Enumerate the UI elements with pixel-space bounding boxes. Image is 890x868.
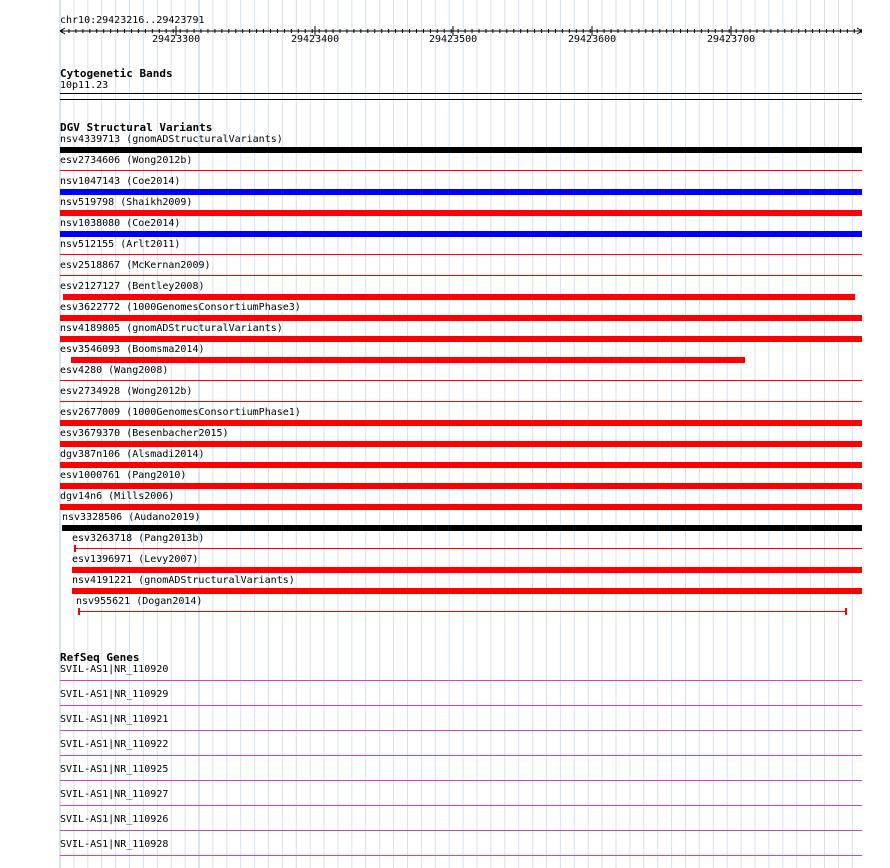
variant-label[interactable]: esv2734606 (Wong2012b)	[60, 155, 193, 166]
gene-label[interactable]: SVIL-AS1|NR_110929	[60, 689, 169, 700]
variant-feature-bar[interactable]	[60, 420, 862, 426]
gene-label[interactable]: SVIL-AS1|NR_110928	[60, 839, 169, 850]
ruler-tick-label: 29423500	[429, 34, 478, 45]
variant-feature-line[interactable]	[78, 611, 845, 612]
variant-feature-bar[interactable]	[60, 504, 862, 510]
cytoband-label[interactable]: 10p11.23	[60, 80, 109, 91]
variant-feature-bar[interactable]	[60, 336, 862, 342]
variant-feature-line[interactable]	[60, 275, 862, 276]
refseq-track-title: RefSeq Genes	[60, 651, 140, 664]
gene-feature-line[interactable]	[60, 705, 862, 706]
cytoband-track-title: Cytogenetic Bands	[60, 67, 173, 80]
ruler-tick-label: 29423700	[707, 34, 756, 45]
gene-label[interactable]: SVIL-AS1|NR_110926	[60, 814, 169, 825]
variant-feature-bar[interactable]	[71, 357, 745, 363]
variant-label[interactable]: nsv3328506 (Audano2019)	[62, 512, 201, 523]
cytoband-line	[60, 99, 862, 100]
variant-feature-bar[interactable]	[60, 210, 862, 216]
variant-label[interactable]: dgv387n106 (Alsmadi2014)	[60, 449, 205, 460]
gene-label[interactable]: SVIL-AS1|NR_110922	[60, 739, 169, 750]
variant-label[interactable]: esv1000761 (Pang2010)	[60, 470, 187, 481]
variant-label[interactable]: nsv1038080 (Coe2014)	[60, 218, 181, 229]
variant-label[interactable]: esv3263718 (Pang2013b)	[72, 533, 205, 544]
cytoband-line	[60, 93, 862, 94]
variant-feature-line[interactable]	[74, 548, 862, 549]
variant-label[interactable]: esv3679370 (Besenbacher2015)	[60, 428, 229, 439]
coordinate-ruler[interactable]	[0, 0, 890, 60]
variant-feature-line[interactable]	[60, 254, 862, 255]
position-label: chr10:29423216..29423791	[60, 15, 205, 26]
variant-label[interactable]: esv2677009 (1000GenomesConsortiumPhase1)	[60, 407, 301, 418]
variant-feature-line[interactable]	[60, 170, 862, 171]
gene-label[interactable]: SVIL-AS1|NR_110925	[60, 764, 169, 775]
dgv-track-title: DGV Structural Variants	[60, 121, 213, 134]
variant-feature-line[interactable]	[60, 401, 862, 402]
gene-label[interactable]: SVIL-AS1|NR_110921	[60, 714, 169, 725]
variant-label[interactable]: nsv1047143 (Coe2014)	[60, 176, 181, 187]
variant-feature-bar[interactable]	[63, 294, 855, 300]
variant-label[interactable]: esv3622772 (1000GenomesConsortiumPhase3)	[60, 302, 301, 313]
gene-label[interactable]: SVIL-AS1|NR_110920	[60, 664, 169, 675]
variant-feature-bar[interactable]	[60, 462, 862, 468]
variant-label[interactable]: nsv512155 (Arlt2011)	[60, 239, 181, 250]
variant-feature-bar[interactable]	[72, 588, 862, 594]
variant-label[interactable]: nsv955621 (Dogan2014)	[76, 596, 203, 607]
variant-label[interactable]: nsv4191221 (gnomADStructuralVariants)	[72, 575, 295, 586]
variant-label[interactable]: esv1396971 (Levy2007)	[72, 554, 199, 565]
variant-label[interactable]: dgv14n6 (Mills2006)	[60, 491, 175, 502]
variant-label[interactable]: nsv4189805 (gnomADStructuralVariants)	[60, 323, 283, 334]
variant-feature-bar[interactable]	[60, 441, 862, 447]
gene-feature-line[interactable]	[60, 730, 862, 731]
variant-feature-bar[interactable]	[60, 231, 862, 237]
gene-feature-line[interactable]	[60, 680, 862, 681]
variant-label[interactable]: esv2127127 (Bentley2008)	[60, 281, 205, 292]
ruler-tick-label: 29423400	[291, 34, 340, 45]
variant-endcap	[74, 545, 76, 552]
variant-feature-line[interactable]	[60, 380, 862, 381]
variant-feature-bar[interactable]	[60, 315, 862, 321]
variant-feature-bar[interactable]	[62, 525, 862, 531]
variant-endcap	[78, 608, 80, 615]
gene-feature-line[interactable]	[60, 855, 862, 856]
ruler-tick-label: 29423600	[568, 34, 617, 45]
ruler-tick-label: 29423300	[152, 34, 201, 45]
variant-feature-bar[interactable]	[60, 483, 862, 489]
variant-label[interactable]: esv2734928 (Wong2012b)	[60, 386, 193, 397]
gene-label[interactable]: SVIL-AS1|NR_110927	[60, 789, 169, 800]
variant-feature-bar[interactable]	[60, 147, 862, 153]
variant-endcap	[845, 608, 847, 615]
variant-label[interactable]: nsv519798 (Shaikh2009)	[60, 197, 193, 208]
variant-label[interactable]: esv2518867 (McKernan2009)	[60, 260, 211, 271]
variant-label[interactable]: nsv4339713 (gnomADStructuralVariants)	[60, 134, 283, 145]
variant-label[interactable]: esv3546093 (Boomsma2014)	[60, 344, 205, 355]
gene-feature-line[interactable]	[60, 805, 862, 806]
variant-feature-bar[interactable]	[60, 189, 862, 195]
variant-feature-bar[interactable]	[72, 567, 862, 573]
gene-feature-line[interactable]	[60, 830, 862, 831]
gene-feature-line[interactable]	[60, 780, 862, 781]
variant-label[interactable]: esv4280 (Wang2008)	[60, 365, 169, 376]
gene-feature-line[interactable]	[60, 755, 862, 756]
